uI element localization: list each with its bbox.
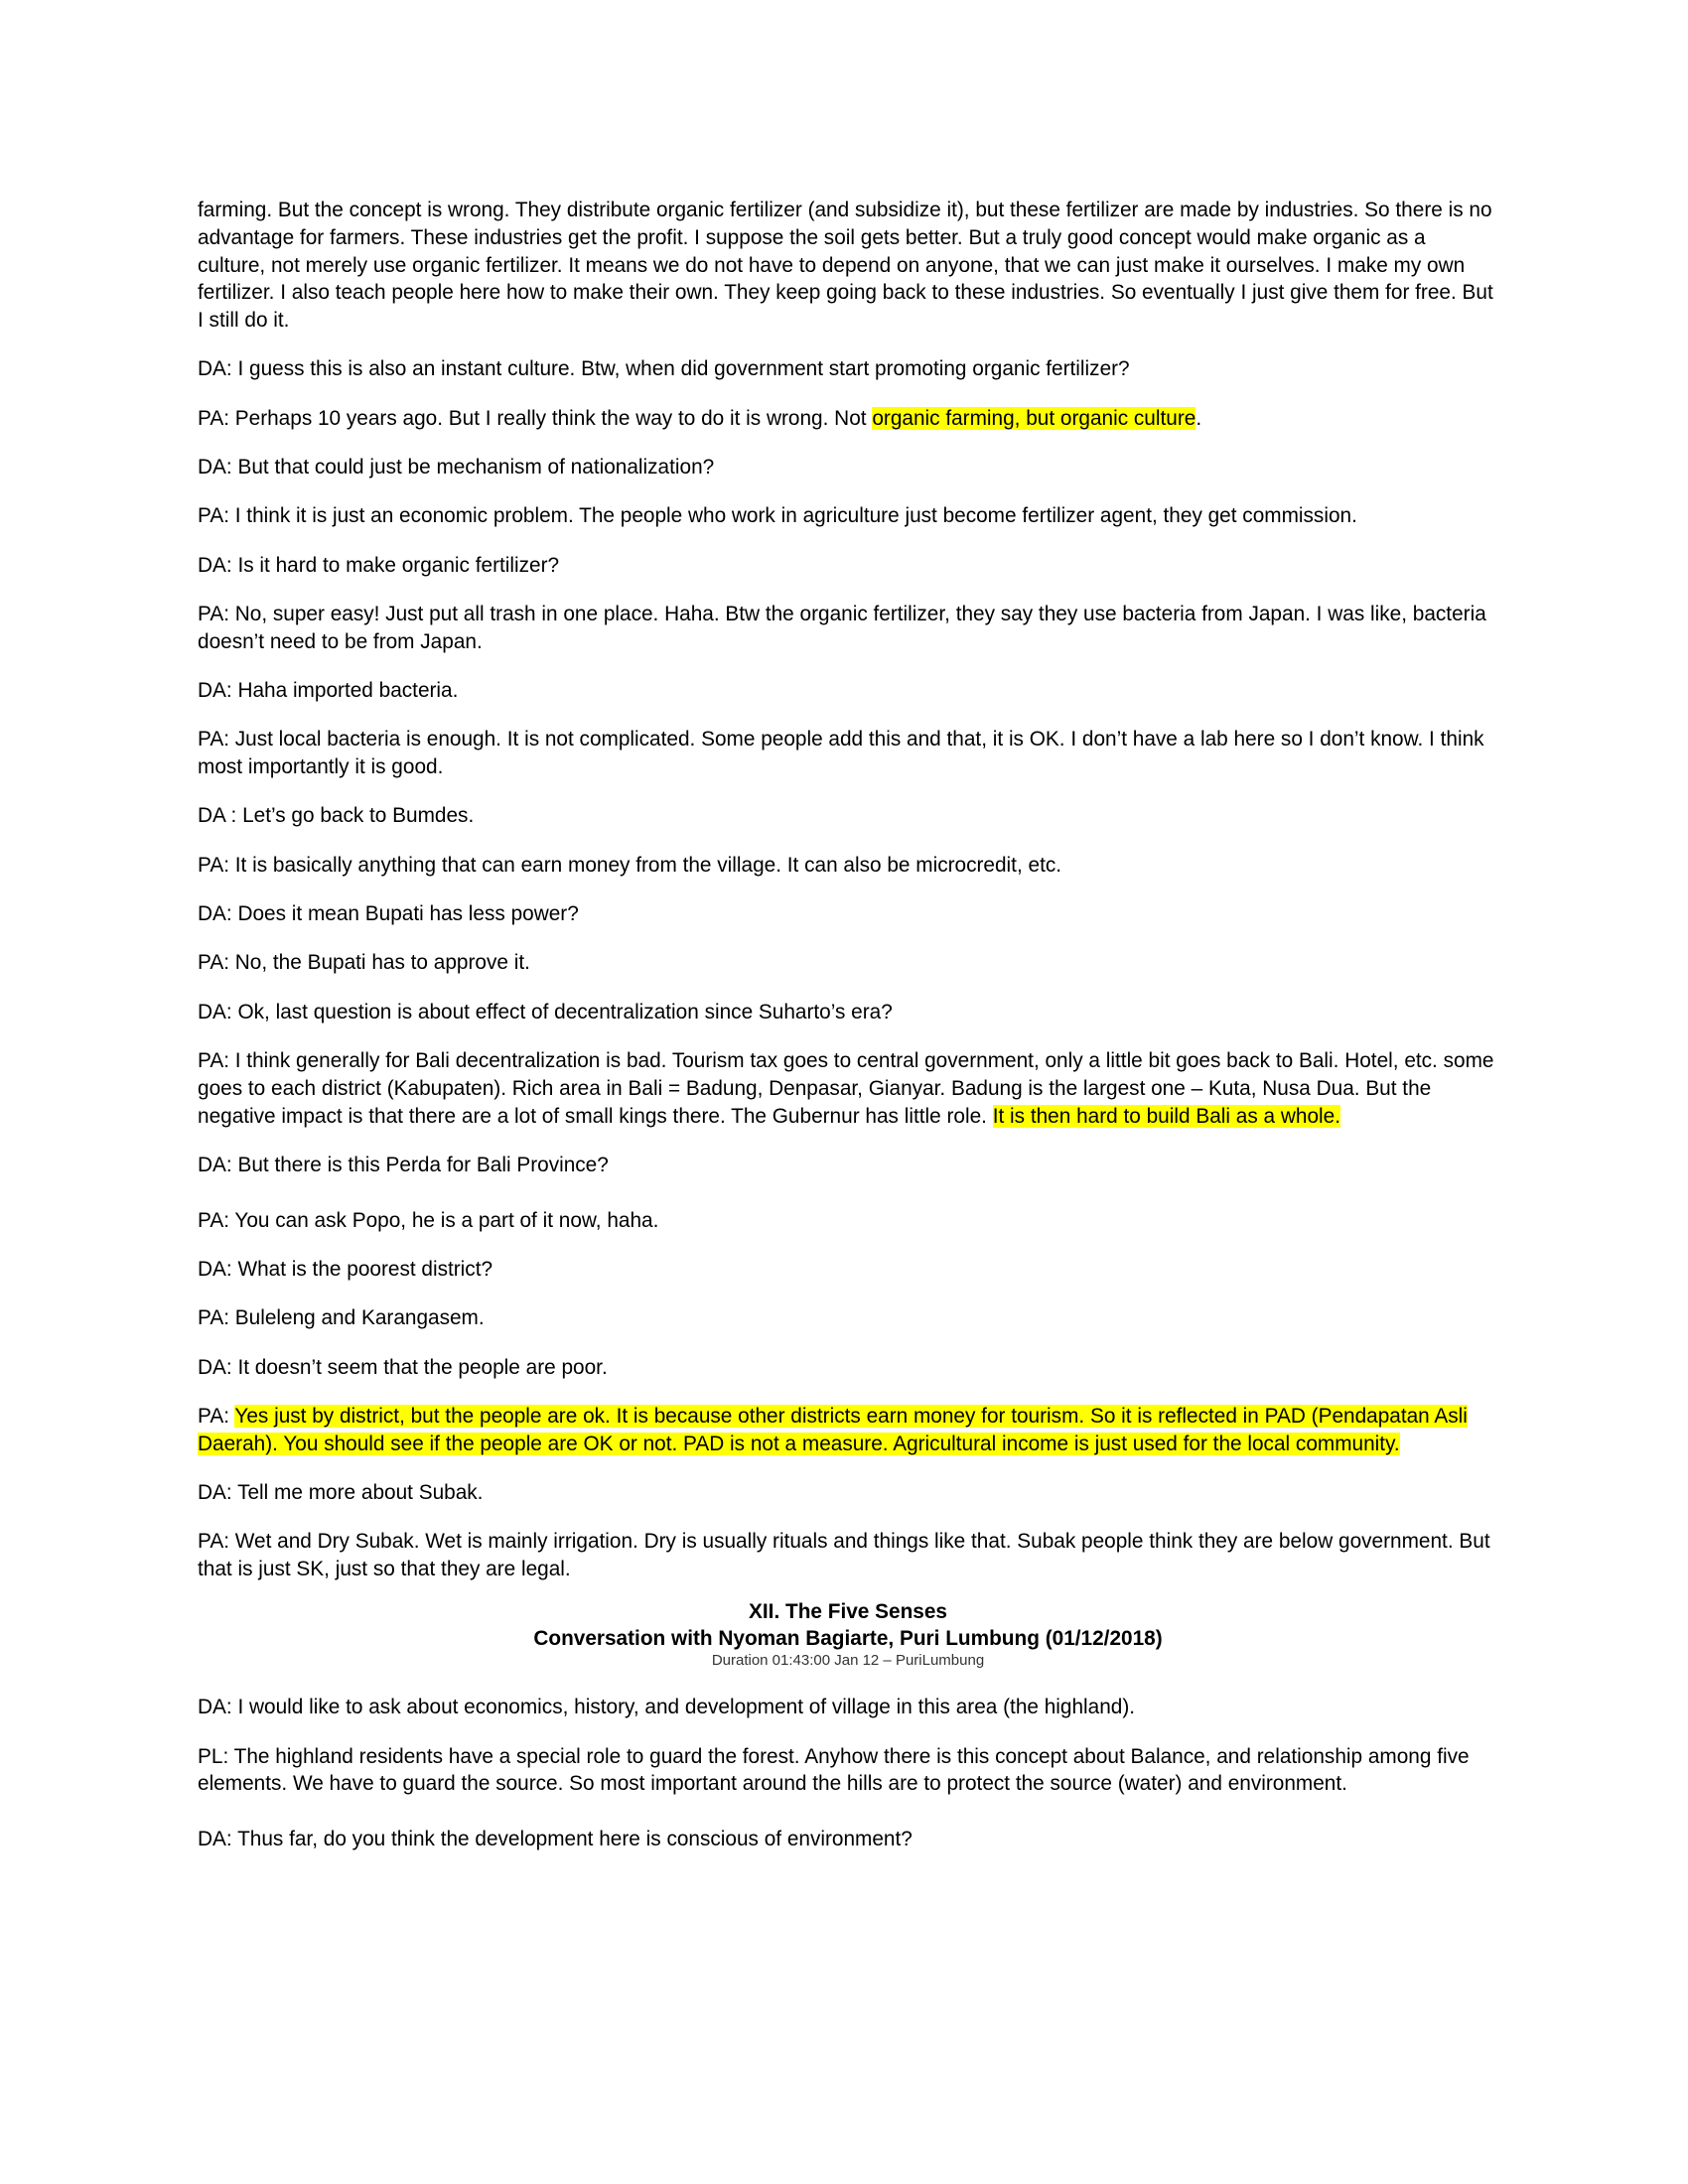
- paragraph: PA: Just local bacteria is enough. It is not complicated. Some people add this and that, it is OK. I don’t have a lab here so I don’t know. I think most importantly it is good.: [198, 728, 1484, 779]
- paragraph: DA: Ok, last question is about effect of decentralization since Suharto’s era?: [198, 1000, 893, 1024]
- paragraph: DA: But that could just be mechanism of nationalization?: [198, 456, 715, 479]
- paragraph: DA: Does it mean Bupati has less power?: [198, 902, 579, 926]
- paragraph: PA: No, the Bupati has to approve it.: [198, 951, 530, 975]
- paragraph: PA: I think generally for Bali decentralization is bad. Tourism tax goes to central government, only a little bit goes back to Bali. Hotel, etc. some goes to each district (Kabupaten). Rich area in Bali = Badung, Denpasar, Gianyar. Badung is the largest one – Kuta, Nusa Dua. But the negative impact is that there are a lot of small kings there. The Gubernur has little role. It is then hard to build Bali as a whole.: [198, 1048, 1494, 1128]
- paragraph: PA: Buleleng and Karangasem.: [198, 1306, 485, 1330]
- paragraph: PA: Yes just by district, but the people are ok. It is because other districts earn money for tourism. So it is reflected in PAD (Pendapatan Asli Daerah). You should see if the people are OK or not. PAD is not a measure. Agricultural income is just used for the local community.: [198, 1404, 1468, 1455]
- paragraph: DA: What is the poorest district?: [198, 1257, 493, 1281]
- paragraph: DA: Haha imported bacteria.: [198, 679, 459, 703]
- paragraph: DA: I would like to ask about economics, history, and development of village in this area (the highland).: [198, 1696, 1136, 1719]
- paragraph: DA: Tell me more about Subak.: [198, 1480, 484, 1504]
- paragraph: DA : Let’s go back to Bumdes.: [198, 804, 475, 828]
- paragraph: PA: It is basically anything that can earn money from the village. It can also be microcredit, etc.: [198, 853, 1062, 877]
- paragraph: PA: Perhaps 10 years ago. But I really think the way to do it is wrong. Not organic farming, but organic culture.: [198, 406, 1202, 430]
- paragraph: farming. But the concept is wrong. They distribute organic fertilizer (and subsidize it), but these fertilizer are made by industries. So there is no advantage for farmers. These industries get the profit. I suppose the soil gets better. But a truly good concept would make organic as a culture, not merely use organic fertilizer. It means we do not have to depend on anyone, that we can just make it ourselves. I make my own fertilizer. I also teach people here how to make their own. They keep going back to these industries. So eventually I just give them for free. But I still do it.: [198, 199, 1493, 333]
- section-heading: [198, 1598, 1498, 1670]
- section-subtitle: Conversation with Nyoman Bagiarte, Puri Lumbung (01/12/2018): [533, 1627, 1163, 1651]
- document-page: [198, 197, 1498, 1874]
- paragraph: DA: Is it hard to make organic fertilizer?: [198, 553, 560, 577]
- paragraph: PA: No, super easy! Just put all trash in one place. Haha. Btw the organic fertilizer, they say they use bacteria from Japan. I was like, bacteria doesn’t need to be from Japan.: [198, 602, 1486, 653]
- paragraph: DA: Thus far, do you think the development here is conscious of environment?: [198, 1828, 913, 1851]
- paragraph: PA: Wet and Dry Subak. Wet is mainly irrigation. Dry is usually rituals and things like that. Subak people think they are below government. But that is just SK, just so that they are legal.: [198, 1530, 1490, 1580]
- paragraph: PL: The highland residents have a special role to guard the forest. Anyhow there is this concept about Balance, and relationship among five elements. We have to guard the source. So most important around the hills are to protect the source (water) and environment.: [198, 1744, 1470, 1796]
- paragraph: DA: It doesn’t seem that the people are poor.: [198, 1355, 608, 1379]
- paragraph: PA: I think it is just an economic problem. The people who work in agriculture just become fertilizer agent, they get commission.: [198, 504, 1357, 528]
- highlighted-text: Yes just by district, but the people are ok. It is because other districts earn money for tourism. So it is reflected in PAD (Pendapatan Asli Daerah). You should see if the people are OK or not. PAD is not a measure. Agricultural income is just used for the local community.: [198, 1404, 1468, 1455]
- paragraph: DA: I guess this is also an instant culture. Btw, when did government start promoting organic fertilizer?: [198, 357, 1130, 381]
- highlighted-text: It is then hard to build Bali as a whole.: [992, 1104, 1340, 1128]
- paragraph: DA: But there is this Perda for Bali Province?: [198, 1153, 609, 1176]
- section-duration: Duration 01:43:00 Jan 12 – PuriLumbung: [711, 1652, 985, 1670]
- section-title: XII. The Five Senses: [749, 1600, 947, 1624]
- highlighted-text: organic farming, but organic culture: [872, 406, 1196, 430]
- paragraph: PA: You can ask Popo, he is a part of it now, haha.: [198, 1208, 659, 1232]
